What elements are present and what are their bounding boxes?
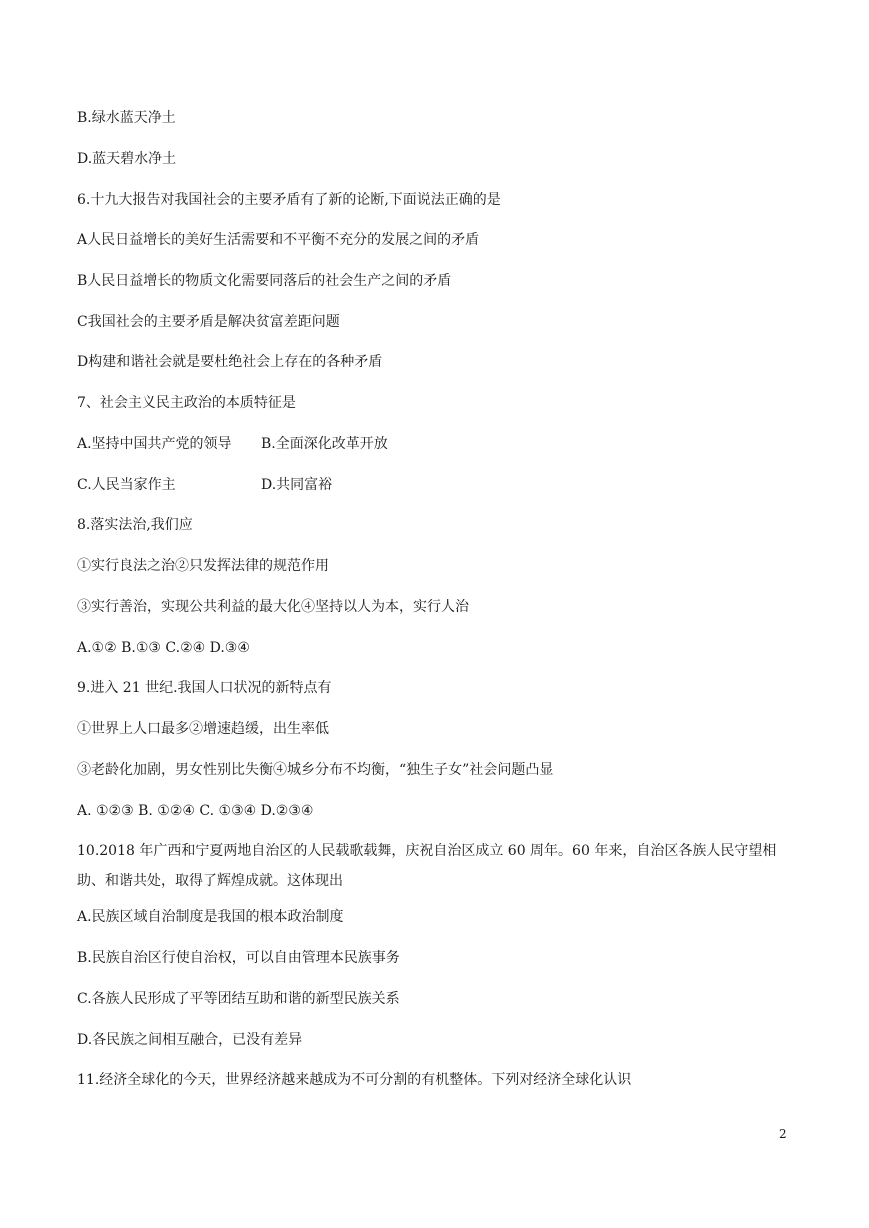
question-7-option-b: B.全面深化改革开放 (261, 436, 388, 452)
question-10-option-b: B.民族自治区行使自治权，可以自由管理本民族事务 (77, 950, 400, 966)
question-11: 11.经济全球化的今天，世界经济越来越成为不可分割的有机整体。下列对经济全球化认识 (77, 1072, 632, 1088)
question-9-options: A. ①②③ B. ①②④ C. ①③④ D.②③④ (77, 803, 314, 819)
page-number: 2 (779, 1127, 787, 1141)
question-9: 9.进入 21 世纪.我国人口状况的新特点有 (77, 680, 332, 696)
question-7-option-c: C.人民当家作主 (77, 477, 176, 493)
question-8: 8.落实法治,我们应 (77, 517, 193, 533)
option-line: B.绿水蓝天净土 (77, 110, 176, 126)
question-10-option-d: D.各民族之间相互融合，已没有差异 (77, 1032, 303, 1048)
question-6: 6.十九大报告对我国社会的主要矛盾有了新的论断,下面说法正确的是 (77, 192, 501, 208)
question-9-statement-2: ③老龄化加剧，男女性别比失衡④城乡分布不均衡，“独生子女”社会问题凸显 (77, 762, 554, 778)
question-6-option-b: B人民日益增长的物质文化需要同落后的社会生产之间的矛盾 (77, 273, 452, 289)
question-7: 7、社会主义民主政治的本质特征是 (77, 395, 296, 411)
question-8-statement-2: ③实行善治，实现公共利益的最大化④坚持以人为本，实行人治 (77, 599, 469, 615)
question-9-statement-1: ①世界上人口最多②增速趋缓，出生率低 (77, 721, 329, 737)
question-7-options-row-2 (77, 475, 332, 495)
question-6-option-a: A人民日益增长的美好生活需要和不平衡不充分的发展之间的矛盾 (77, 232, 480, 248)
question-10: 10.2018 年广西和宁夏两地自治区的人民载歌载舞，庆祝自治区成立 60 周年。60 年来，自治区各族人民守望相助、和谐共处，取得了辉煌成就。这体现出 (77, 843, 777, 889)
question-6-option-c: C我国社会的主要矛盾是解决贫富差距问题 (77, 314, 340, 330)
question-7-option-a: A.坚持中国共产党的领导 (77, 436, 232, 452)
question-10-option-a: A.民族区域自治制度是我国的根本政治制度 (77, 909, 344, 925)
question-8-statement-1: ①实行良法之治②只发挥法律的规范作用 (77, 558, 329, 574)
question-10-option-c: C.各族人民形成了平等团结互助和谐的新型民族关系 (77, 991, 400, 1007)
option-line: D.蓝天碧水净土 (77, 151, 177, 167)
question-7-options-row-1 (77, 434, 388, 454)
question-7-option-d: D.共同富裕 (261, 477, 333, 493)
question-8-options: A.①② B.①③ C.②④ D.③④ (77, 640, 250, 656)
question-6-option-d: D构建和谐社会就是要杜绝社会上存在的各种矛盾 (77, 354, 383, 370)
